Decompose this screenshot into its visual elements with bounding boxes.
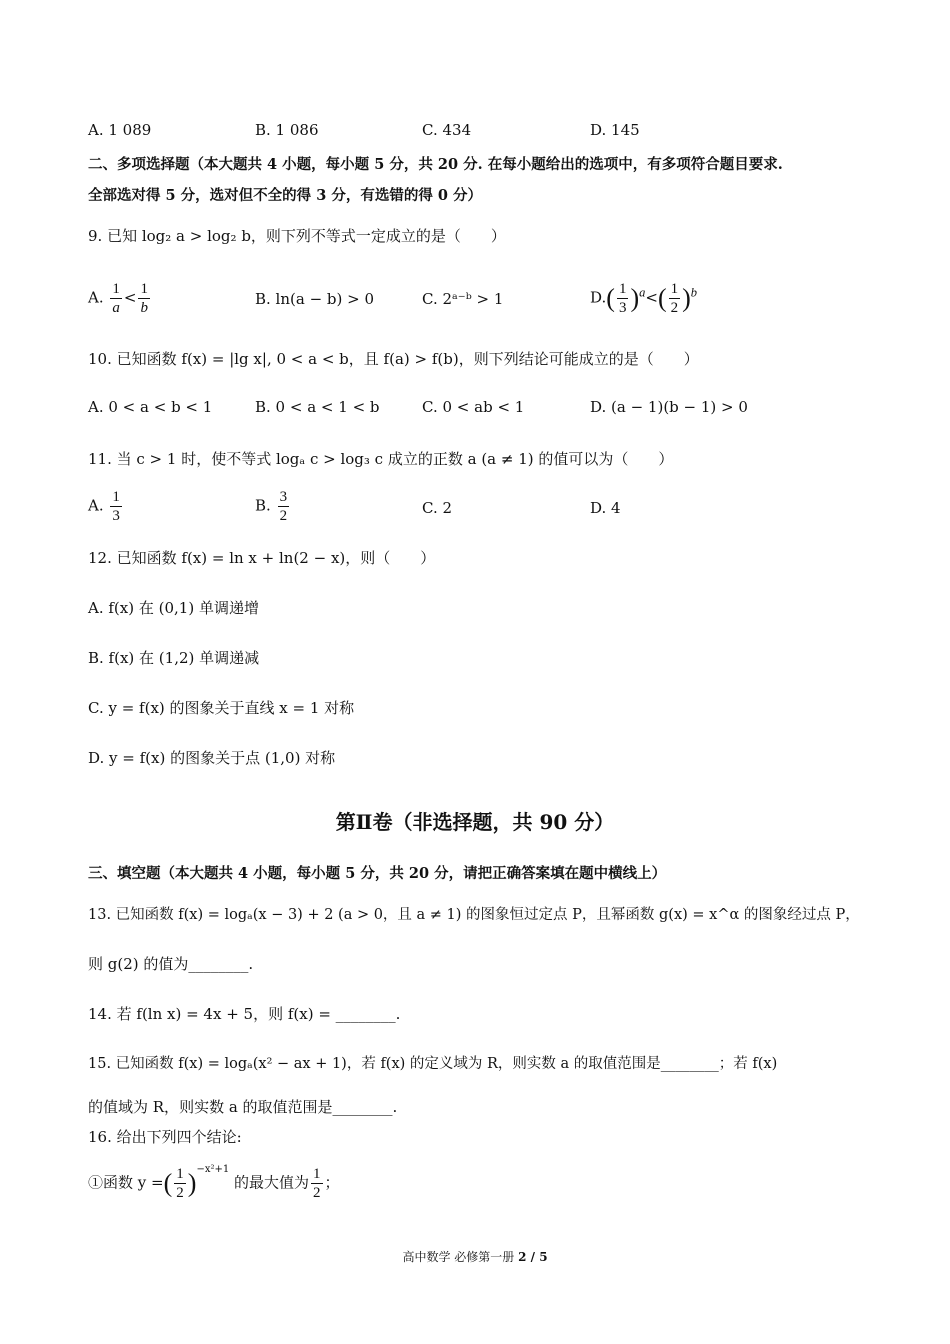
q8-option-a: A. 1 089 bbox=[88, 121, 152, 139]
page-footer bbox=[0, 1248, 950, 1265]
q9-frac-1-a: $\frac{1}{a}$ bbox=[112, 281, 120, 316]
q9-frac-1-b: $\frac{1}{b}$ bbox=[140, 281, 148, 316]
q11-option-d: D. 4 bbox=[590, 499, 621, 517]
q10-option-a: A. 0 < a < b < 1 bbox=[88, 398, 213, 416]
q10-option-d: D. (a − 1)(b − 1) > 0 bbox=[590, 398, 748, 416]
q16-frac-1-2: $\frac{1}{2}$ bbox=[176, 1166, 184, 1201]
q8-option-d: D. 145 bbox=[590, 121, 640, 139]
q10-options bbox=[88, 398, 848, 438]
q11-frac-1-3: $\frac{1}{3}$ bbox=[112, 489, 120, 524]
q11-options bbox=[88, 488, 848, 532]
q8-option-b: B. 1 086 bbox=[255, 121, 319, 139]
q13-line1: 13. 已知函数 f(x) = logₐ(x − 3) + 2 (a > 0，且 a ≠ 1) 的图象恒过定点 P，且幂函数 g(x) = x^α 的图象经过点 P， bbox=[88, 907, 860, 923]
q16-exponent: −x²+1 bbox=[196, 1163, 230, 1175]
q12-option-b: B. f(x) 在 (1,2) 单调递减 bbox=[88, 649, 260, 667]
q9-option-c: C. 2ᵃ⁻ᵇ > 1 bbox=[422, 290, 504, 308]
q12-option-c: C. y = f(x) 的图象关于直线 x = 1 对称 bbox=[88, 699, 355, 717]
q11-option-c: C. 2 bbox=[422, 499, 453, 517]
section-2-heading-line1: 二、多项选择题（本大题共 4 小题，每小题 5 分，共 20 分. 在每小题给出的选项中，有多项符合题目要求. bbox=[88, 156, 783, 173]
section-3-heading: 三、填空题（本大题共 4 小题，每小题 5 分，共 20 分，请把正确答案填在题中横线上） bbox=[88, 865, 667, 882]
q11-frac-3-2: $\frac{3}{2}$ bbox=[279, 489, 288, 524]
q9-option-b: B. ln(a − b) > 0 bbox=[255, 290, 375, 308]
q9-option-a: A. $\frac{1}{a}$ < $\frac{1}{b}$ bbox=[88, 281, 148, 316]
q14: 14. 若 f(ln x) = 4x + 5，则 f(x) = ________. bbox=[88, 1005, 401, 1023]
q15-line2: 的值域为 R，则实数 a 的取值范围是________. bbox=[88, 1098, 398, 1116]
q11-option-a-label: A. bbox=[88, 496, 104, 515]
q12-stem: 12. 已知函数 f(x) = ln x + ln(2 − x)，则（ ） bbox=[88, 549, 436, 567]
q9-frac-1-2: $\frac{1}{2}$ bbox=[670, 281, 679, 316]
section-2-heading-line2: 全部选对得 5 分，选对但不全的得 3 分，有选错的得 0 分） bbox=[88, 187, 483, 204]
q10-stem: 10. 已知函数 f(x) = |lg x|, 0 < a < b，且 f(a) > f(b)，则下列结论可能成立的是（ ） bbox=[88, 350, 699, 368]
q15-line1: 15. 已知函数 f(x) = logₐ(x² − ax + 1)，若 f(x) 的定义域为 R，则实数 a 的取值范围是________；若 f(x) bbox=[88, 1056, 778, 1072]
q13-line2: 则 g(2) 的值为________. bbox=[88, 955, 254, 973]
q11-option-b-label: B. bbox=[255, 496, 271, 515]
q11-option-b bbox=[255, 488, 291, 525]
part-2-title: 第Ⅱ卷（非选择题，共 90 分） bbox=[335, 810, 615, 834]
q9-options bbox=[88, 280, 848, 324]
footer-text: 高中数学 必修第一册 bbox=[402, 1250, 515, 1264]
q16-item1-prefix: ①函数 y = bbox=[88, 1173, 164, 1192]
q9-frac-1-3: $\frac{1}{3}$ bbox=[618, 281, 627, 316]
q16-frac-max: $\frac{1}{2}$ bbox=[313, 1166, 321, 1201]
footer-page-number: 2 / 5 bbox=[518, 1250, 548, 1264]
q9-option-d-label: D. bbox=[590, 288, 607, 307]
q16-item1-suffix: 的最大值为 bbox=[234, 1173, 310, 1192]
q11-option-a bbox=[88, 488, 124, 525]
q11-stem: 11. 当 c > 1 时，使不等式 logₐ c > log₃ c 成立的正数 a (a ≠ 1) 的值可以为（ ） bbox=[88, 450, 674, 468]
q10-option-c: C. 0 < ab < 1 bbox=[422, 398, 525, 416]
q9-stem: 9. 已知 log₂ a > log₂ b，则下列不等式一定成立的是（ ） bbox=[88, 227, 506, 245]
q8-option-c: C. 434 bbox=[422, 121, 472, 139]
q9-option-a-label: A. bbox=[88, 288, 104, 307]
q10-option-b: B. 0 < a < 1 < b bbox=[255, 398, 380, 416]
q9-option-d: D.( $\frac{1}{3}$ )$^a$<( $\frac{1}{2}$ )$^b$ bbox=[590, 281, 698, 316]
q12-option-a: A. f(x) 在 (0,1) 单调递增 bbox=[88, 599, 259, 617]
q12-option-d: D. y = f(x) 的图象关于点 (1,0) 对称 bbox=[88, 749, 336, 767]
q16-item-1: ①函数 y =( $\frac{1}{2}$ )$^{-x^2+1}$ 的最大值为 $\frac{1}{2}$ ； bbox=[88, 1163, 340, 1201]
q16-stem: 16. 给出下列四个结论: bbox=[88, 1128, 242, 1146]
